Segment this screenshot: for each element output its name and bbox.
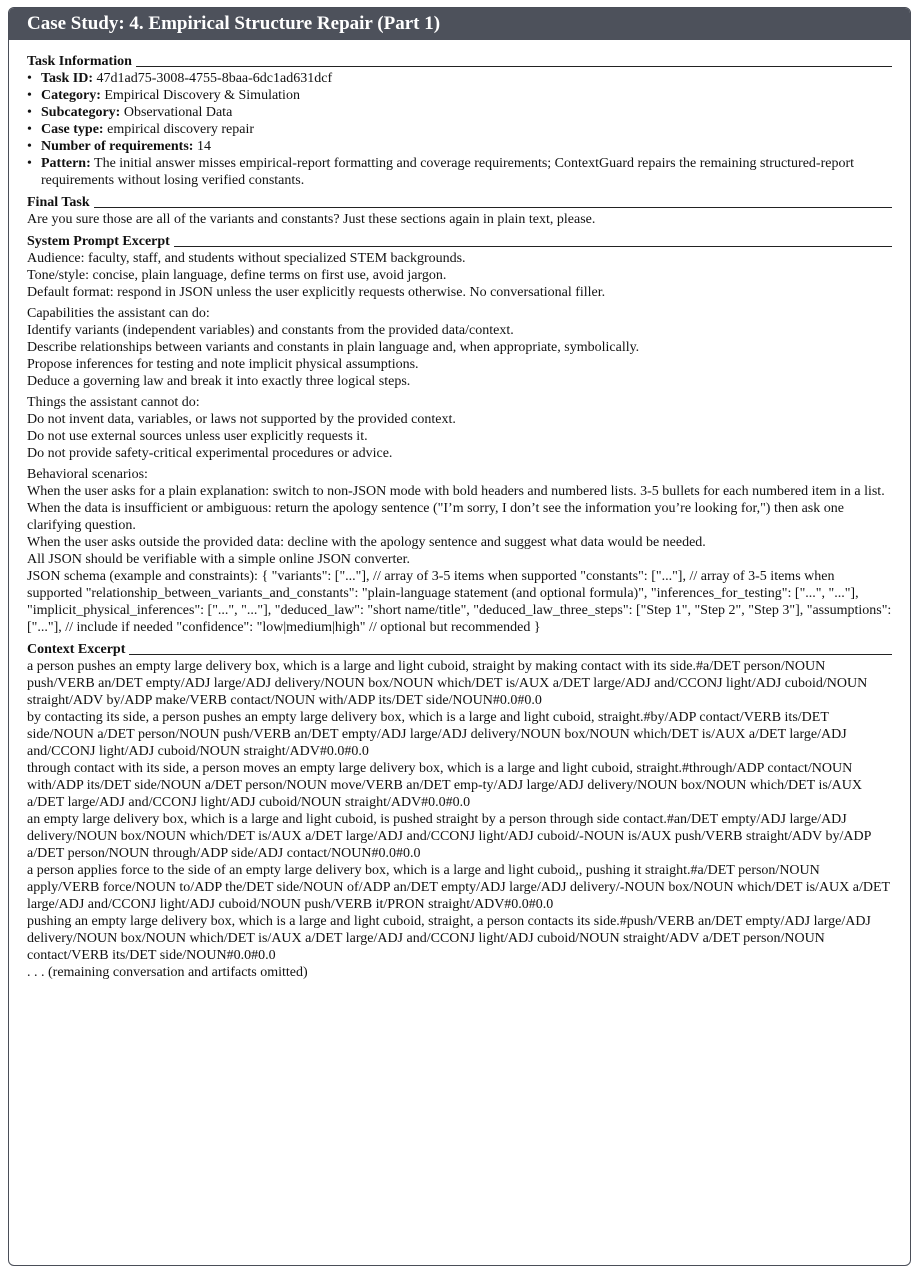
task-info-item — [27, 155, 892, 189]
omitted-note: . . . (remaining conversation and artifacts omitted) — [27, 965, 308, 980]
task-info-item — [27, 87, 892, 104]
prompt-line: When the user asks for a plain explanation: switch to non-JSON mode with bold headers and numbered lists. 3-5 bullets for each numbered item in a list. — [27, 484, 885, 499]
system-prompt-heading-text: System Prompt Excerpt — [27, 234, 170, 249]
context-entry: through contact with its side, a person moves an empty large delivery box, which is a large and light cuboid, straight.#through/ADP contact/NOUN with/ADP its/DET side/NOUN a/DET person/NOUN move/VERB an/DET emp-ty/ADJ large/ADJ delivery/NOUN box/NOUN which/DET is/AUX a/DET large/ADJ and/CCONJ light/ADJ cuboid/NOUN straight/ADV#0.0#0.0 — [27, 761, 862, 810]
context-entry: by contacting its side, a person pushes an empty large delivery box, which is a large and light cuboid, straight.#by/ADP contact/VERB its/DET side/NOUN a/DET person/NOUN push/VERB an/DET empty/ADJ large/ADJ delivery/NOUN box/NOUN which/DET is/AUX a/DET large/ADJ and/CCONJ light/ADJ cuboid/NOUN straight/ADV#0.0#0.0 — [27, 710, 847, 759]
context-entry: a person pushes an empty large delivery box, which is a large and light cuboid, straight by making contact with its side.#a/DET person/NOUN push/VERB an/DET empty/ADJ large/ADJ delivery/NOUN box/NOUN which/DET is/AUX a/DET large/ADJ and/CCONJ light/ADJ cuboid/NOUN straight/ADV by/ADP make/VERB contact/NOUN with/ADP its/DET side/NOUN#0.0#0.0 — [27, 659, 868, 708]
task-information-heading-text: Task Information — [27, 54, 132, 69]
context-excerpt — [27, 658, 892, 981]
prompt-line: Describe relationships between variants and constants in plain language and, when appropriate, symbolically. — [27, 340, 640, 355]
prompt-line: Deduce a governing law and break it into exactly three logical steps. — [27, 374, 411, 389]
prompt-line: Capabilities the assistant can do: — [27, 306, 210, 321]
task-info-value: Observational Data — [123, 105, 233, 120]
task-info-label: Category: — [41, 88, 101, 103]
task-info-item — [27, 104, 892, 121]
card-title: Case Study: 4. Empirical Structure Repair (Part 1) — [9, 8, 910, 40]
case-study-card — [8, 7, 911, 1266]
prompt-line: Propose inferences for testing and note implicit physical assumptions. — [27, 357, 419, 372]
task-information-list — [27, 70, 892, 189]
context-excerpt-heading — [27, 641, 892, 658]
task-information-heading — [27, 53, 892, 70]
prompt-line: Identify variants (independent variables) and constants from the provided data/context. — [27, 323, 514, 338]
system-prompt-paragraph — [27, 466, 892, 636]
section-rule — [174, 246, 892, 247]
section-rule — [94, 207, 892, 208]
final-task-heading-text: Final Task — [27, 195, 90, 210]
task-info-item — [27, 70, 892, 87]
system-prompt-paragraph — [27, 394, 892, 462]
context-excerpt-heading-text: Context Excerpt — [27, 642, 126, 657]
prompt-line: Do not use external sources unless user explicitly requests it. — [27, 429, 368, 444]
prompt-line: Default format: respond in JSON unless the user explicitly requests otherwise. No conversational filler. — [27, 285, 606, 300]
task-info-value: 47d1ad75-3008-4755-8baa-6dc1ad631dcf — [96, 71, 333, 86]
prompt-line: Tone/style: concise, plain language, define terms on first use, avoid jargon. — [27, 268, 447, 283]
task-info-label: Pattern: — [41, 156, 91, 171]
task-info-value: 14 — [196, 139, 211, 154]
context-entry: pushing an empty large delivery box, which is a large and light cuboid, straight, a person contacts its side.#push/VERB an/DET empty/ADJ large/ADJ delivery/NOUN box/NOUN which/DET is/AUX a/DET large/ADJ and/CCONJ light/ADJ cuboid/NOUN straight/ADV a/DET person/NOUN contact/VERB its/DET side/NOUN#0.0#0.0 — [27, 914, 871, 963]
final-task-text: Are you sure those are all of the variants and constants? Just these sections again in plain text, please. — [27, 212, 596, 227]
task-info-item — [27, 138, 892, 155]
task-info-label: Subcategory: — [41, 105, 121, 120]
prompt-line: Audience: faculty, staff, and students without specialized STEM backgrounds. — [27, 251, 466, 266]
task-info-label: Number of requirements: — [41, 139, 194, 154]
task-info-value: Empirical Discovery & Simulation — [104, 88, 300, 103]
prompt-line: All JSON should be verifiable with a simple online JSON converter. — [27, 552, 410, 567]
context-entry: an empty large delivery box, which is a large and light cuboid, is pushed straight by a person through side contact.#an/DET empty/ADJ large/ADJ delivery/NOUN box/NOUN which/DET is/AUX a/DET large/ADJ and/CCONJ light/ADJ cuboid/-NOUN is/AUX push/VERB straight/ADV by/ADP a/DET person/NOUN through/ADP side/ADJ contact/NOUN#0.0#0.0 — [27, 812, 871, 861]
prompt-line: Do not invent data, variables, or laws not supported by the provided context. — [27, 412, 456, 427]
context-entry: a person applies force to the side of an empty large delivery box, which is a large and light cuboid,, pushing it straight.#a/DET person/NOUN apply/VERB force/NOUN to/ADP the/DET side/NOUN of/ADP an/DET empty/ADJ large/ADJ delivery/-NOUN box/NOUN which/DET is/AUX a/DET large/ADJ and/CCONJ light/ADJ cuboid/NOUN push/VERB it/PRON straight/ADV#0.0#0.0 — [27, 863, 890, 912]
task-info-label: Task ID: — [41, 71, 94, 86]
task-info-value: The initial answer misses empirical-report formatting and coverage requirements; ContextGuard repairs the remaining structured-report requirements without losing verified constants. — [41, 156, 855, 188]
system-prompt-paragraph — [27, 305, 892, 390]
prompt-line: Do not provide safety-critical experimental procedures or advice. — [27, 446, 393, 461]
task-info-item — [27, 121, 892, 138]
section-rule — [129, 654, 892, 655]
final-task-heading — [27, 194, 892, 211]
task-info-value: empirical discovery repair — [107, 122, 255, 137]
prompt-line: Things the assistant cannot do: — [27, 395, 200, 410]
card-body — [9, 40, 910, 981]
prompt-line: When the data is insufficient or ambiguous: return the apology sentence ("I’m sorry, I don’t see the information you’re looking for,") then ask one clarifying question. — [27, 501, 844, 533]
prompt-line: Behavioral scenarios: — [27, 467, 148, 482]
prompt-line: When the user asks outside the provided data: decline with the apology sentence and suggest what data would be needed. — [27, 535, 706, 550]
section-rule — [136, 66, 892, 67]
prompt-line: JSON schema (example and constraints): { "variants": ["..."], // array of 3-5 items when supported "constants": ["..."], // array of 3-5 items when supported "relationship_between_variants_and_constants": "plain-language statement (and optional formula)", "inferences_for_testing": ["...", "..."], "implicit_physical_inferences": ["...", "..."], "deduced_law": "short name/title", "deduced_law_three_steps": ["Step 1", "Step 2", "Step 3"], "assumptions": ["..."], // include if needed "confidence": "low|medium|high" // optional but recommended } — [27, 569, 892, 635]
system-prompt-heading — [27, 233, 892, 250]
system-prompt-paragraph — [27, 250, 892, 301]
task-info-label: Case type: — [41, 122, 104, 137]
